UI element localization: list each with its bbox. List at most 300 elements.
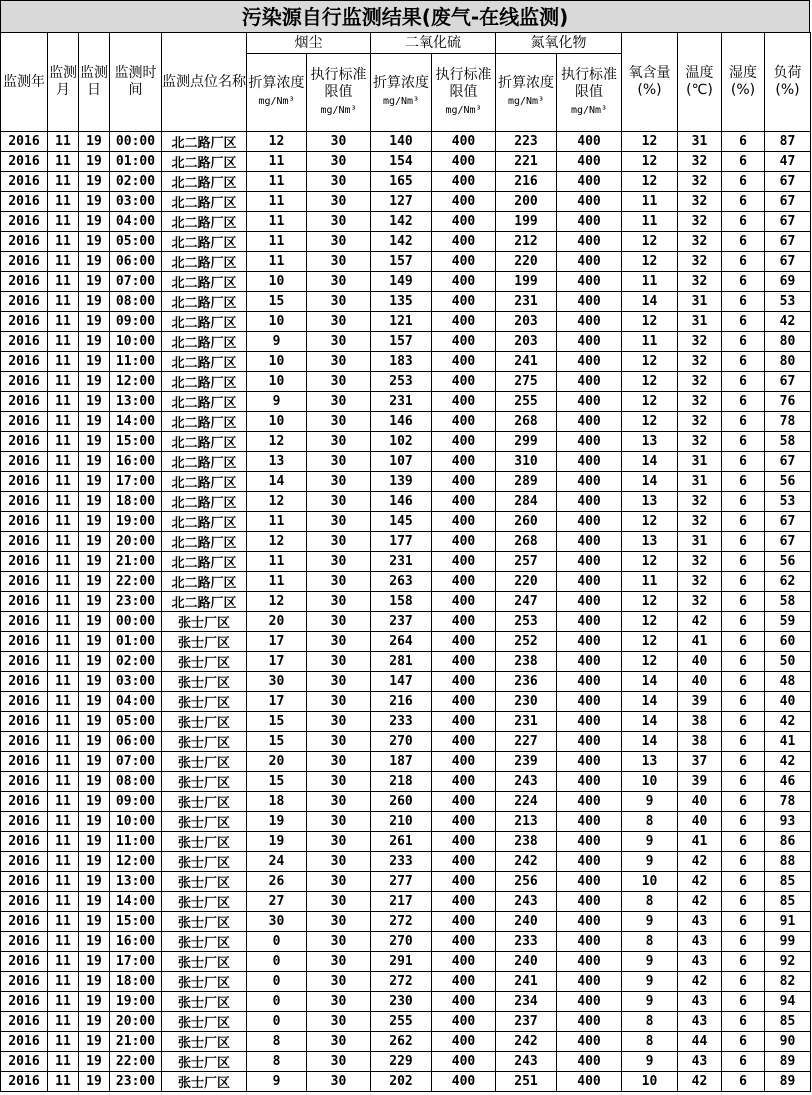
year-cell: 2016 bbox=[1, 292, 48, 312]
load-cell: 56 bbox=[765, 472, 811, 492]
o2-cell: 12 bbox=[622, 252, 678, 272]
site-cell: 张士厂区 bbox=[162, 1052, 247, 1072]
so2-limit-cell: 400 bbox=[432, 892, 496, 912]
day-cell: 19 bbox=[79, 432, 110, 452]
temp-cell: 32 bbox=[678, 212, 722, 232]
dust-limit-cell: 30 bbox=[307, 572, 371, 592]
month-cell: 11 bbox=[48, 172, 79, 192]
dust-limit-cell: 30 bbox=[307, 232, 371, 252]
load-cell: 80 bbox=[765, 352, 811, 372]
day-cell: 19 bbox=[79, 452, 110, 472]
dust-limit-cell: 30 bbox=[307, 152, 371, 172]
day-cell: 19 bbox=[79, 652, 110, 672]
so2-conc-cell: 272 bbox=[371, 912, 432, 932]
month-cell: 11 bbox=[48, 952, 79, 972]
dust-conc-cell: 20 bbox=[247, 612, 307, 632]
temp-cell: 42 bbox=[678, 872, 722, 892]
time-cell: 19:00 bbox=[110, 992, 162, 1012]
time-cell: 01:00 bbox=[110, 632, 162, 652]
dust-conc-cell: 15 bbox=[247, 732, 307, 752]
humidity-cell: 6 bbox=[722, 412, 765, 432]
col-header-humidity: 湿度(%) bbox=[722, 33, 765, 132]
o2-cell: 9 bbox=[622, 1052, 678, 1072]
limit-label: 执行标准限值 bbox=[561, 66, 617, 100]
month-cell: 11 bbox=[48, 512, 79, 532]
nox-limit-cell: 400 bbox=[557, 732, 622, 752]
o2-cell: 12 bbox=[622, 652, 678, 672]
so2-conc-cell: 216 bbox=[371, 692, 432, 712]
so2-limit-cell: 400 bbox=[432, 1072, 496, 1092]
day-cell: 19 bbox=[79, 392, 110, 412]
site-cell: 北二路厂区 bbox=[162, 212, 247, 232]
time-cell: 18:00 bbox=[110, 492, 162, 512]
time-cell: 04:00 bbox=[110, 212, 162, 232]
table-row bbox=[1, 152, 811, 172]
so2-conc-cell: 142 bbox=[371, 212, 432, 232]
dust-limit-cell: 30 bbox=[307, 652, 371, 672]
so2-conc-cell: 233 bbox=[371, 852, 432, 872]
table-row bbox=[1, 132, 811, 152]
site-cell: 张士厂区 bbox=[162, 952, 247, 972]
load-cell: 56 bbox=[765, 552, 811, 572]
nox-limit-cell: 400 bbox=[557, 152, 622, 172]
year-cell: 2016 bbox=[1, 832, 48, 852]
so2-limit-cell: 400 bbox=[432, 732, 496, 752]
so2-limit-cell: 400 bbox=[432, 752, 496, 772]
year-cell: 2016 bbox=[1, 412, 48, 432]
nox-conc-cell: 299 bbox=[496, 432, 557, 452]
year-cell: 2016 bbox=[1, 172, 48, 192]
nox-conc-cell: 256 bbox=[496, 872, 557, 892]
month-cell: 11 bbox=[48, 932, 79, 952]
table-row bbox=[1, 452, 811, 472]
month-cell: 11 bbox=[48, 772, 79, 792]
dust-limit-cell: 30 bbox=[307, 532, 371, 552]
so2-limit-cell: 400 bbox=[432, 472, 496, 492]
day-cell: 19 bbox=[79, 832, 110, 852]
month-cell: 11 bbox=[48, 712, 79, 732]
humidity-cell: 6 bbox=[722, 592, 765, 612]
dust-conc-cell: 12 bbox=[247, 532, 307, 552]
humidity-cell: 6 bbox=[722, 532, 765, 552]
year-cell: 2016 bbox=[1, 1012, 48, 1032]
so2-conc-cell: 218 bbox=[371, 772, 432, 792]
so2-limit-cell: 400 bbox=[432, 692, 496, 712]
unit-label: mg/Nm³ bbox=[382, 96, 420, 107]
so2-limit-cell: 400 bbox=[432, 352, 496, 372]
nox-limit-cell: 400 bbox=[557, 372, 622, 392]
temp-cell: 32 bbox=[678, 352, 722, 372]
site-cell: 北二路厂区 bbox=[162, 572, 247, 592]
humidity-cell: 6 bbox=[722, 652, 765, 672]
dust-conc-cell: 17 bbox=[247, 632, 307, 652]
day-cell: 19 bbox=[79, 772, 110, 792]
humidity-cell: 6 bbox=[722, 1052, 765, 1072]
site-cell: 北二路厂区 bbox=[162, 352, 247, 372]
site-cell: 张士厂区 bbox=[162, 1012, 247, 1032]
table-row bbox=[1, 812, 811, 832]
load-cell: 47 bbox=[765, 152, 811, 172]
humidity-cell: 6 bbox=[722, 752, 765, 772]
nox-limit-cell: 400 bbox=[557, 452, 622, 472]
dust-limit-cell: 30 bbox=[307, 1052, 371, 1072]
so2-conc-cell: 146 bbox=[371, 412, 432, 432]
temp-cell: 42 bbox=[678, 1072, 722, 1092]
so2-limit-cell: 400 bbox=[432, 972, 496, 992]
nox-limit-cell: 400 bbox=[557, 252, 622, 272]
site-cell: 北二路厂区 bbox=[162, 132, 247, 152]
dust-conc-cell: 18 bbox=[247, 792, 307, 812]
so2-conc-cell: 140 bbox=[371, 132, 432, 152]
table-row bbox=[1, 892, 811, 912]
month-cell: 11 bbox=[48, 452, 79, 472]
nox-conc-cell: 231 bbox=[496, 292, 557, 312]
time-cell: 07:00 bbox=[110, 752, 162, 772]
dust-conc-cell: 12 bbox=[247, 592, 307, 612]
nox-conc-cell: 212 bbox=[496, 232, 557, 252]
time-cell: 13:00 bbox=[110, 872, 162, 892]
humidity-cell: 6 bbox=[722, 632, 765, 652]
so2-limit-cell: 400 bbox=[432, 412, 496, 432]
nox-limit-cell: 400 bbox=[557, 712, 622, 732]
site-cell: 北二路厂区 bbox=[162, 312, 247, 332]
site-cell: 北二路厂区 bbox=[162, 152, 247, 172]
nox-conc-cell: 240 bbox=[496, 912, 557, 932]
month-cell: 11 bbox=[48, 1052, 79, 1072]
day-cell: 19 bbox=[79, 692, 110, 712]
table-row bbox=[1, 1052, 811, 1072]
humidity-cell: 6 bbox=[722, 712, 765, 732]
humidity-cell: 6 bbox=[722, 392, 765, 412]
limit-label: 执行标准限值 bbox=[435, 66, 492, 100]
load-cell: 67 bbox=[765, 512, 811, 532]
site-cell: 张士厂区 bbox=[162, 792, 247, 812]
site-cell: 张士厂区 bbox=[162, 752, 247, 772]
time-cell: 14:00 bbox=[110, 412, 162, 432]
dust-limit-cell: 30 bbox=[307, 792, 371, 812]
so2-conc-cell: 264 bbox=[371, 632, 432, 652]
year-cell: 2016 bbox=[1, 732, 48, 752]
month-cell: 11 bbox=[48, 212, 79, 232]
so2-conc-cell: 217 bbox=[371, 892, 432, 912]
dust-limit-cell: 30 bbox=[307, 312, 371, 332]
load-cell: 53 bbox=[765, 292, 811, 312]
dust-conc-cell: 15 bbox=[247, 712, 307, 732]
temp-cell: 40 bbox=[678, 652, 722, 672]
dust-limit-cell: 30 bbox=[307, 972, 371, 992]
unit-label: mg/Nm³ bbox=[445, 104, 482, 116]
time-cell: 16:00 bbox=[110, 452, 162, 472]
dust-conc-cell: 11 bbox=[247, 512, 307, 532]
year-cell: 2016 bbox=[1, 712, 48, 732]
so2-conc-cell: 231 bbox=[371, 552, 432, 572]
humidity-cell: 6 bbox=[722, 1032, 765, 1052]
month-cell: 11 bbox=[48, 152, 79, 172]
dust-limit-cell: 30 bbox=[307, 172, 371, 192]
nox-conc-cell: 200 bbox=[496, 192, 557, 212]
nox-limit-cell: 400 bbox=[557, 772, 622, 792]
so2-conc-cell: 255 bbox=[371, 1012, 432, 1032]
load-cell: 48 bbox=[765, 672, 811, 692]
nox-limit-cell: 400 bbox=[557, 612, 622, 632]
so2-limit-cell: 400 bbox=[432, 952, 496, 972]
so2-limit-cell: 400 bbox=[432, 192, 496, 212]
year-cell: 2016 bbox=[1, 252, 48, 272]
temp-cell: 43 bbox=[678, 1012, 722, 1032]
site-cell: 北二路厂区 bbox=[162, 532, 247, 552]
o2-cell: 8 bbox=[622, 812, 678, 832]
limit-label: 执行标准限值 bbox=[310, 66, 367, 100]
dust-conc-cell: 11 bbox=[247, 552, 307, 572]
year-cell: 2016 bbox=[1, 332, 48, 352]
table-row bbox=[1, 1032, 811, 1052]
month-cell: 11 bbox=[48, 312, 79, 332]
day-cell: 19 bbox=[79, 572, 110, 592]
nox-limit-cell: 400 bbox=[557, 672, 622, 692]
load-cell: 89 bbox=[765, 1072, 811, 1092]
time-cell: 05:00 bbox=[110, 232, 162, 252]
nox-limit-cell: 400 bbox=[557, 472, 622, 492]
dust-limit-cell: 30 bbox=[307, 412, 371, 432]
humidity-cell: 6 bbox=[722, 292, 765, 312]
nox-conc-cell: 203 bbox=[496, 332, 557, 352]
so2-conc-cell: 121 bbox=[371, 312, 432, 332]
day-cell: 19 bbox=[79, 732, 110, 752]
site-cell: 北二路厂区 bbox=[162, 592, 247, 612]
nox-limit-cell: 400 bbox=[557, 792, 622, 812]
time-cell: 22:00 bbox=[110, 572, 162, 592]
dust-limit-cell: 30 bbox=[307, 832, 371, 852]
table-row bbox=[1, 732, 811, 752]
site-cell: 张士厂区 bbox=[162, 892, 247, 912]
temp-cell: 32 bbox=[678, 412, 722, 432]
humidity-cell: 6 bbox=[722, 1012, 765, 1032]
month-cell: 11 bbox=[48, 252, 79, 272]
dust-limit-cell: 30 bbox=[307, 512, 371, 532]
nox-conc-cell: 255 bbox=[496, 392, 557, 412]
month-cell: 11 bbox=[48, 1032, 79, 1052]
dust-conc-cell: 11 bbox=[247, 572, 307, 592]
site-cell: 北二路厂区 bbox=[162, 292, 247, 312]
time-cell: 20:00 bbox=[110, 532, 162, 552]
month-cell: 11 bbox=[48, 612, 79, 632]
load-cell: 90 bbox=[765, 1032, 811, 1052]
nox-limit-cell: 400 bbox=[557, 912, 622, 932]
temp-cell: 32 bbox=[678, 252, 722, 272]
table-row bbox=[1, 752, 811, 772]
load-cell: 42 bbox=[765, 712, 811, 732]
unit-label: mg/Nm³ bbox=[258, 96, 295, 107]
so2-limit-cell: 400 bbox=[432, 172, 496, 192]
dust-limit-cell: 30 bbox=[307, 352, 371, 372]
o2-cell: 10 bbox=[622, 772, 678, 792]
o2-cell: 11 bbox=[622, 192, 678, 212]
month-cell: 11 bbox=[48, 632, 79, 652]
so2-limit-cell: 400 bbox=[432, 532, 496, 552]
load-cell: 92 bbox=[765, 952, 811, 972]
load-cell: 82 bbox=[765, 972, 811, 992]
temp-cell: 31 bbox=[678, 472, 722, 492]
o2-cell: 13 bbox=[622, 532, 678, 552]
so2-conc-cell: 157 bbox=[371, 332, 432, 352]
dust-conc-cell: 0 bbox=[247, 992, 307, 1012]
time-cell: 06:00 bbox=[110, 252, 162, 272]
so2-limit-cell: 400 bbox=[432, 512, 496, 532]
time-cell: 23:00 bbox=[110, 592, 162, 612]
humidity-cell: 6 bbox=[722, 212, 765, 232]
so2-conc-cell: 139 bbox=[371, 472, 432, 492]
dust-conc-cell: 10 bbox=[247, 312, 307, 332]
col-header-dust-conc bbox=[247, 54, 307, 132]
nox-conc-cell: 241 bbox=[496, 352, 557, 372]
dust-conc-cell: 9 bbox=[247, 1072, 307, 1092]
site-cell: 张士厂区 bbox=[162, 932, 247, 952]
nox-limit-cell: 400 bbox=[557, 972, 622, 992]
table-row bbox=[1, 192, 811, 212]
temp-cell: 31 bbox=[678, 292, 722, 312]
so2-limit-cell: 400 bbox=[432, 132, 496, 152]
temp-cell: 39 bbox=[678, 772, 722, 792]
o2-cell: 14 bbox=[622, 712, 678, 732]
humidity-cell: 6 bbox=[722, 692, 765, 712]
col-header-site: 监测点位名称 bbox=[162, 33, 247, 132]
dust-conc-cell: 10 bbox=[247, 372, 307, 392]
nox-conc-cell: 240 bbox=[496, 952, 557, 972]
so2-limit-cell: 400 bbox=[432, 592, 496, 612]
year-cell: 2016 bbox=[1, 852, 48, 872]
dust-conc-cell: 19 bbox=[247, 812, 307, 832]
year-cell: 2016 bbox=[1, 892, 48, 912]
dust-limit-cell: 30 bbox=[307, 472, 371, 492]
conc-label: 折算浓度 bbox=[373, 75, 429, 91]
nox-conc-cell: 220 bbox=[496, 572, 557, 592]
table-row bbox=[1, 692, 811, 712]
nox-limit-cell: 400 bbox=[557, 632, 622, 652]
year-cell: 2016 bbox=[1, 692, 48, 712]
nox-conc-cell: 199 bbox=[496, 212, 557, 232]
table-row bbox=[1, 832, 811, 852]
table-row bbox=[1, 912, 811, 932]
month-cell: 11 bbox=[48, 132, 79, 152]
day-cell: 19 bbox=[79, 272, 110, 292]
nox-conc-cell: 268 bbox=[496, 412, 557, 432]
dust-conc-cell: 12 bbox=[247, 132, 307, 152]
year-cell: 2016 bbox=[1, 152, 48, 172]
nox-limit-cell: 400 bbox=[557, 1072, 622, 1092]
load-cell: 67 bbox=[765, 252, 811, 272]
time-cell: 11:00 bbox=[110, 832, 162, 852]
o2-cell: 12 bbox=[622, 312, 678, 332]
dust-limit-cell: 30 bbox=[307, 952, 371, 972]
day-cell: 19 bbox=[79, 552, 110, 572]
nox-conc-cell: 289 bbox=[496, 472, 557, 492]
time-cell: 02:00 bbox=[110, 172, 162, 192]
site-cell: 北二路厂区 bbox=[162, 512, 247, 532]
load-cell: 58 bbox=[765, 592, 811, 612]
table-row bbox=[1, 332, 811, 352]
table-row bbox=[1, 672, 811, 692]
dust-conc-cell: 30 bbox=[247, 912, 307, 932]
table-row bbox=[1, 272, 811, 292]
table-row bbox=[1, 172, 811, 192]
nox-conc-cell: 230 bbox=[496, 692, 557, 712]
nox-conc-cell: 242 bbox=[496, 852, 557, 872]
nox-conc-cell: 242 bbox=[496, 1032, 557, 1052]
dust-conc-cell: 12 bbox=[247, 492, 307, 512]
site-cell: 张士厂区 bbox=[162, 712, 247, 732]
dust-conc-cell: 17 bbox=[247, 692, 307, 712]
year-cell: 2016 bbox=[1, 932, 48, 952]
month-cell: 11 bbox=[48, 352, 79, 372]
dust-limit-cell: 30 bbox=[307, 592, 371, 612]
site-cell: 北二路厂区 bbox=[162, 412, 247, 432]
nox-conc-cell: 233 bbox=[496, 932, 557, 952]
temp-cell: 38 bbox=[678, 732, 722, 752]
time-cell: 06:00 bbox=[110, 732, 162, 752]
col-header-year: 监测年 bbox=[1, 33, 48, 132]
load-cell: 94 bbox=[765, 992, 811, 1012]
site-cell: 北二路厂区 bbox=[162, 392, 247, 412]
so2-limit-cell: 400 bbox=[432, 432, 496, 452]
nox-limit-cell: 400 bbox=[557, 492, 622, 512]
dust-limit-cell: 30 bbox=[307, 932, 371, 952]
humidity-cell: 6 bbox=[722, 612, 765, 632]
site-cell: 张士厂区 bbox=[162, 812, 247, 832]
year-cell: 2016 bbox=[1, 572, 48, 592]
so2-limit-cell: 400 bbox=[432, 252, 496, 272]
o2-cell: 12 bbox=[622, 612, 678, 632]
dust-limit-cell: 30 bbox=[307, 132, 371, 152]
year-cell: 2016 bbox=[1, 532, 48, 552]
dust-limit-cell: 30 bbox=[307, 732, 371, 752]
time-cell: 17:00 bbox=[110, 952, 162, 972]
dust-conc-cell: 15 bbox=[247, 772, 307, 792]
dust-limit-cell: 30 bbox=[307, 912, 371, 932]
time-cell: 08:00 bbox=[110, 772, 162, 792]
dust-conc-cell: 12 bbox=[247, 432, 307, 452]
nox-limit-cell: 400 bbox=[557, 332, 622, 352]
o2-cell: 13 bbox=[622, 752, 678, 772]
time-cell: 13:00 bbox=[110, 392, 162, 412]
table-row bbox=[1, 352, 811, 372]
nox-conc-cell: 203 bbox=[496, 312, 557, 332]
monitoring-table bbox=[0, 32, 811, 1092]
nox-conc-cell: 251 bbox=[496, 1072, 557, 1092]
day-cell: 19 bbox=[79, 252, 110, 272]
table-row bbox=[1, 792, 811, 812]
load-cell: 53 bbox=[765, 492, 811, 512]
month-cell: 11 bbox=[48, 872, 79, 892]
dust-conc-cell: 27 bbox=[247, 892, 307, 912]
table-row bbox=[1, 312, 811, 332]
nox-conc-cell: 221 bbox=[496, 152, 557, 172]
temp-cell: 31 bbox=[678, 452, 722, 472]
dust-limit-cell: 30 bbox=[307, 712, 371, 732]
o2-cell: 9 bbox=[622, 792, 678, 812]
day-cell: 19 bbox=[79, 992, 110, 1012]
dust-conc-cell: 14 bbox=[247, 472, 307, 492]
table-row bbox=[1, 872, 811, 892]
o2-cell: 14 bbox=[622, 292, 678, 312]
site-cell: 张士厂区 bbox=[162, 1072, 247, 1092]
nox-conc-cell: 199 bbox=[496, 272, 557, 292]
col-header-time: 监测时间 bbox=[110, 33, 162, 132]
dust-conc-cell: 10 bbox=[247, 412, 307, 432]
site-cell: 张士厂区 bbox=[162, 992, 247, 1012]
time-cell: 23:00 bbox=[110, 1072, 162, 1092]
so2-conc-cell: 102 bbox=[371, 432, 432, 452]
month-cell: 11 bbox=[48, 992, 79, 1012]
